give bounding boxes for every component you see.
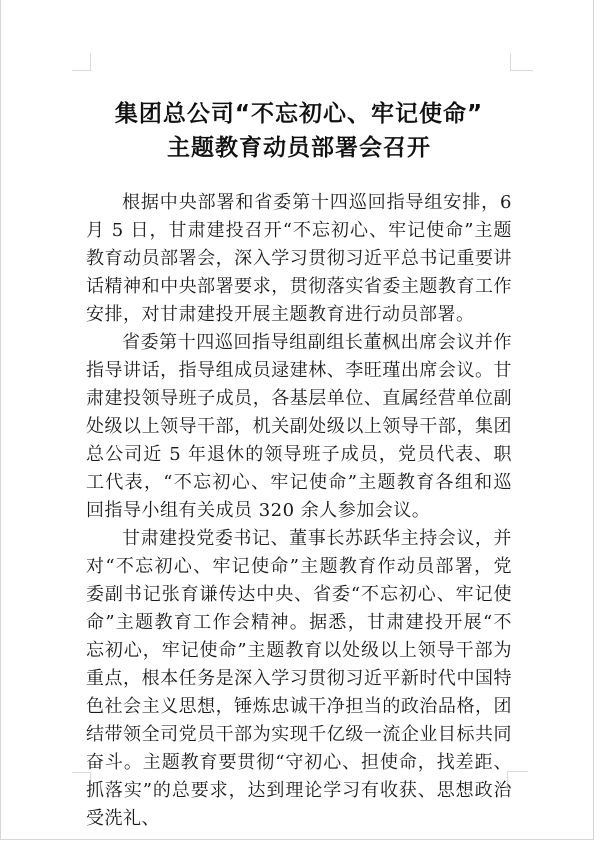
document-title bbox=[86, 97, 512, 165]
body-paragraph-1: 根据中央部署和省委第十四巡回指导组安排，6 月 5 日，甘肃建投召开“不忘初心、牢记使命”主题教育动员部署会，深入学习贯彻习近平总书记重要讲话精神和中央部署要求，贯彻落实省委主题教育工作安排，对甘肃建投开展主题教育进行动员部署。 bbox=[86, 192, 512, 325]
body-paragraph-3: 甘肃建投党委书记、董事长苏跃华主持会议，并对“不忘初心、牢记使命”主题教育作动员部署，党委副书记张育谦传达中央、省委“不忘初心、牢记使命”主题教育工作会精神。据悉，甘肃建投开展“不忘初心，牢记使命”主题教育以处级以上领导干部为重点，根本任务是深入学习贯彻习近平新时代中国特色社会主义思想，锤炼忠诚干净担当的政治品格，团结带领全司党员干部为实现千亿级一流企业目标共同奋斗。主题教育要贯彻“守初心、担使命，找差距、抓落实”的总要求，达到理论学习有收获、思想政治受洗礼、 bbox=[86, 528, 512, 829]
crop-mark-top-right bbox=[510, 53, 533, 71]
document-title-line1: 集团总公司“不忘初心、牢记使命” bbox=[114, 101, 484, 127]
document-title-line2: 主题教育动员部署会召开 bbox=[167, 135, 431, 161]
page-bottom-border bbox=[0, 839, 594, 840]
page-right-border bbox=[593, 0, 594, 840]
crop-mark-top-left bbox=[72, 53, 91, 71]
page-left-border bbox=[0, 0, 1, 840]
body-paragraph-2: 省委第十四巡回指导组副组长董枫出席会议并作指导讲话，指导组成员逯建林、李旺瑾出席会议。甘肃建投领导班子成员，各基层单位、直属经营单位副处级以上领导干部，机关副处级以上领导干部，集团总公司近 5 年退休的领导班子成员，党员代表、职工代表，“不忘初心、牢记使命”主题教育各组和巡回指导小组有关成员 320 余人参加会议。 bbox=[86, 332, 512, 521]
text-area bbox=[86, 97, 512, 833]
